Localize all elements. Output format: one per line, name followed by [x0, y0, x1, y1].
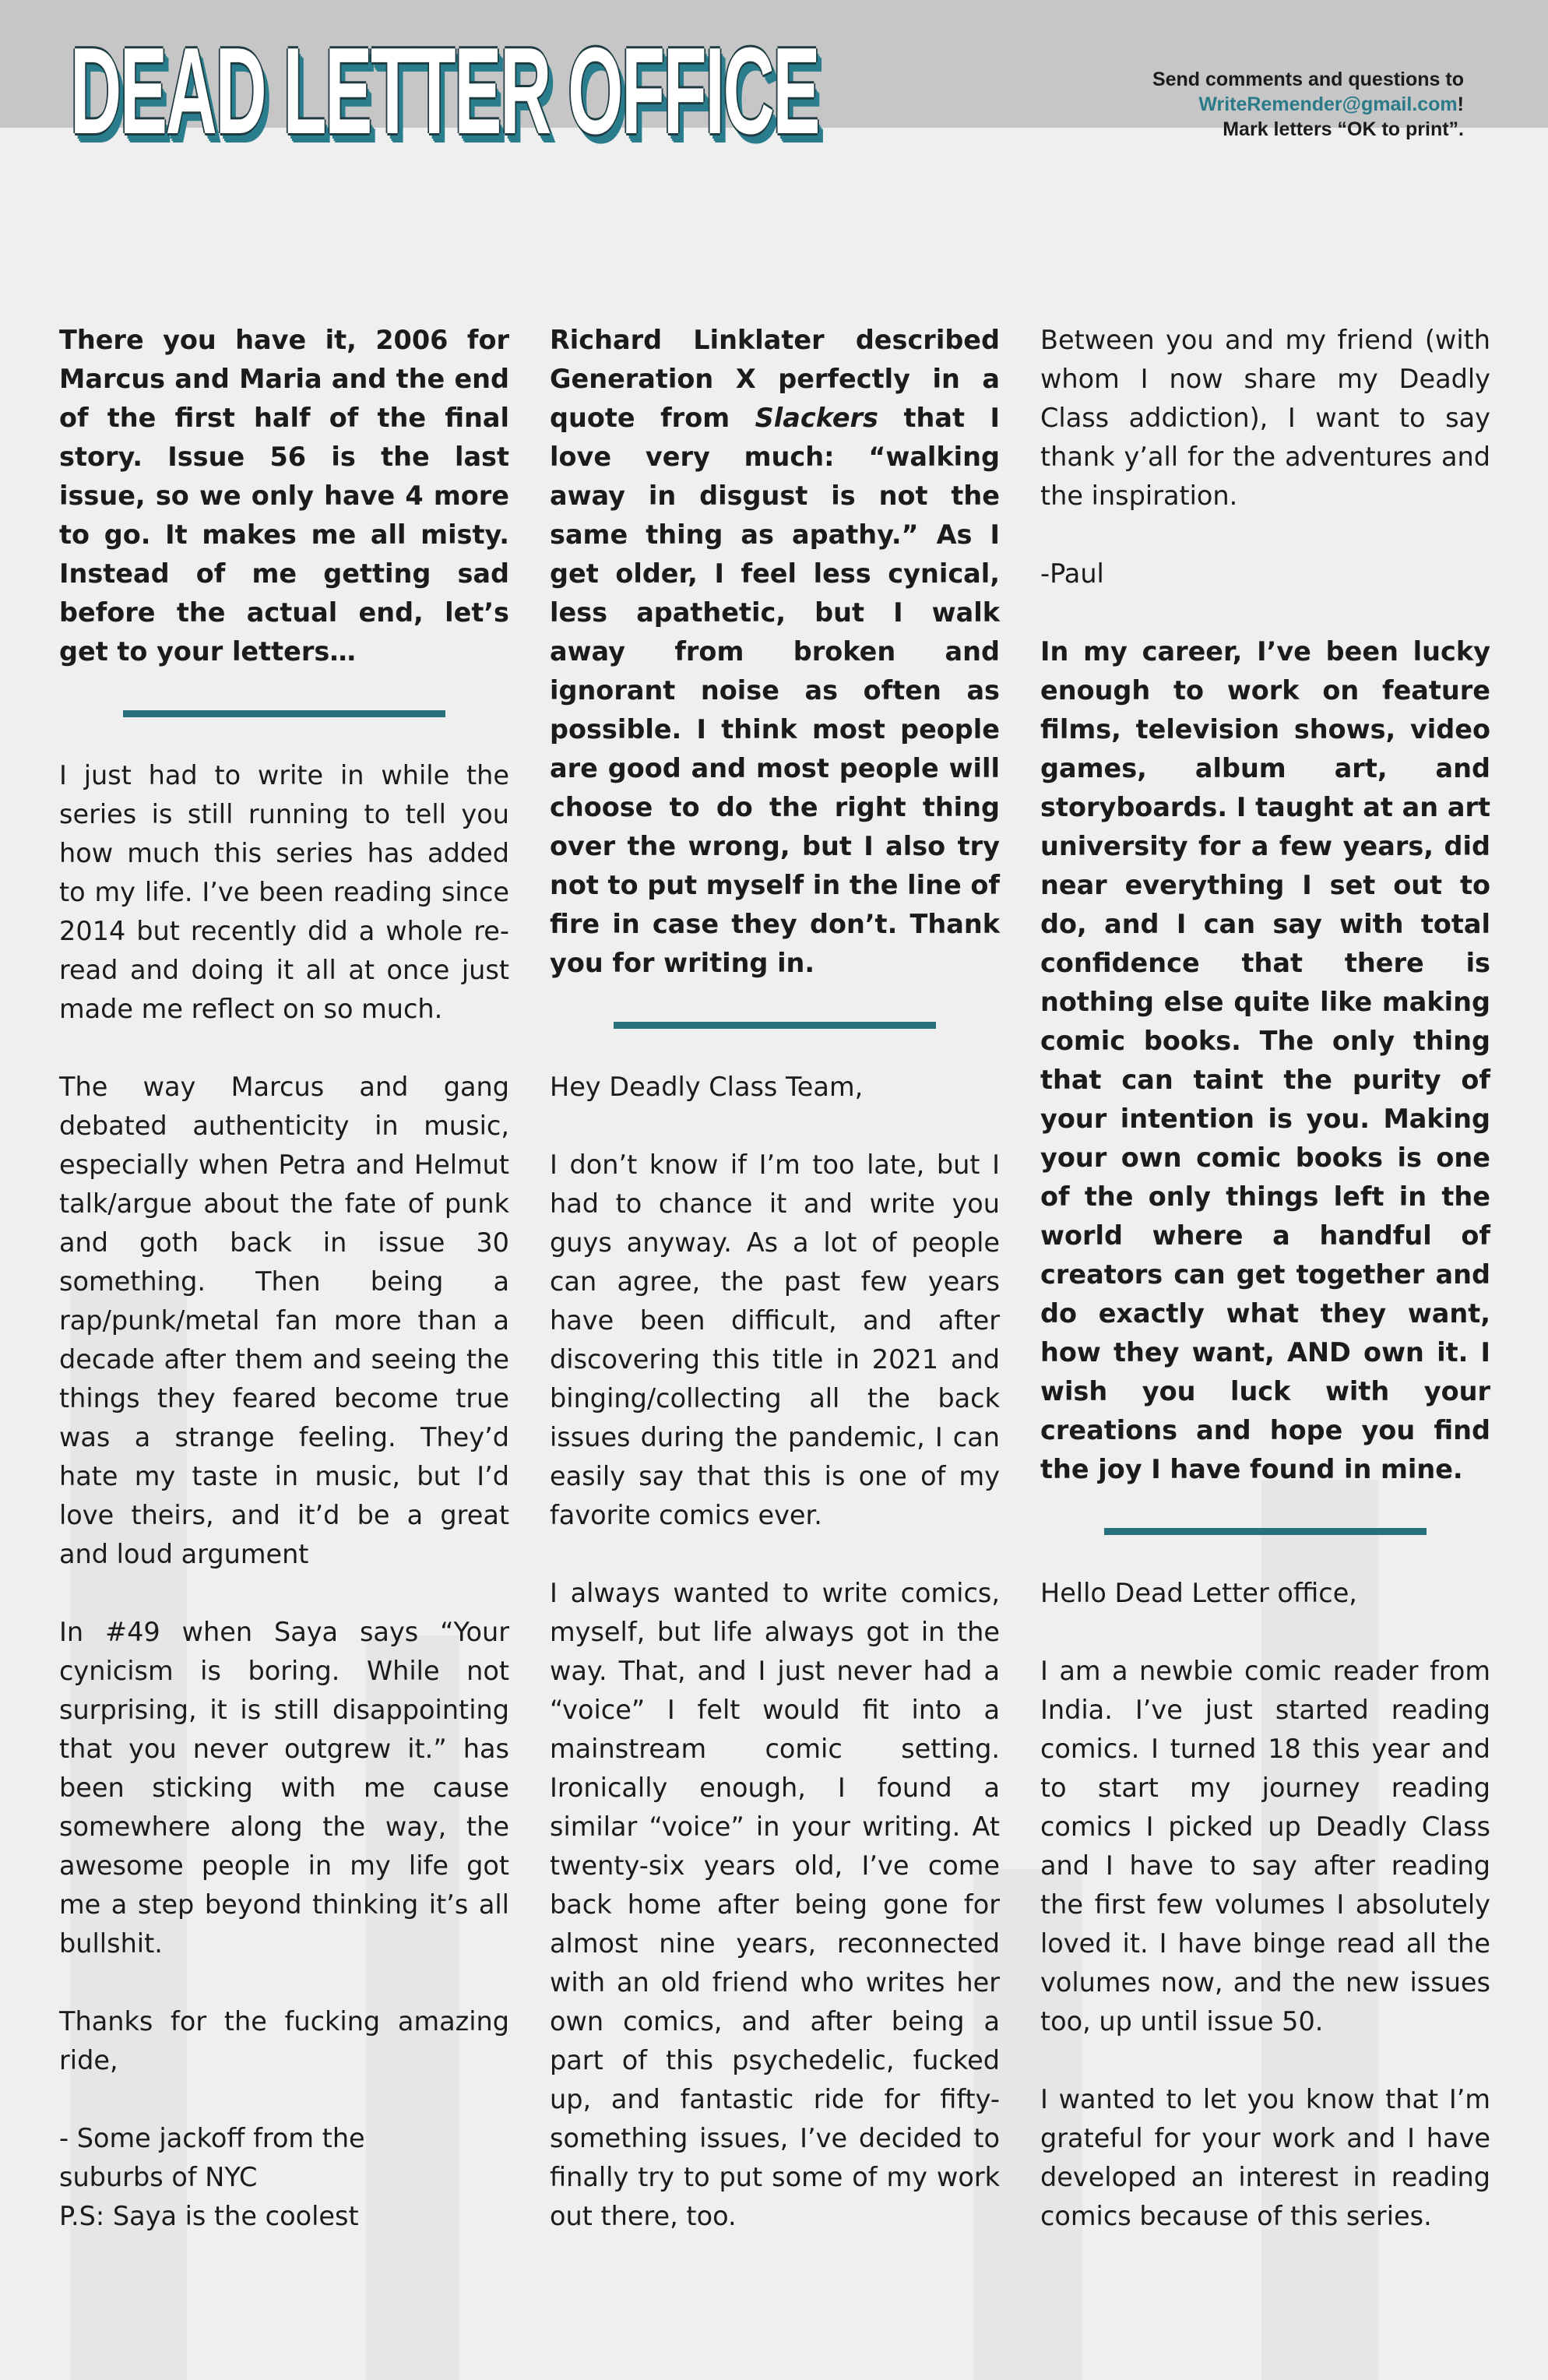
letter-paragraph: I am a newbie comic reader from India. I’ve just started reading comics. I turned 18 this year and to start my journey reading comics I picked up Deadly Class and I have to say after reading the first few volumes I absolutely loved it. I have binge read all the volumes now, and the new issues too, up until issue 50.	[1040, 1656, 1490, 2037]
section-divider	[614, 1022, 936, 1029]
editor-intro: There you have it, 2006 for Marcus and Maria and the end of the first half of the final story. Issue 56 is the last issue, so we only have 4 more to go. It makes me all misty. Instead of me getting sad before the actual end, let’s get to your letters…	[59, 325, 509, 667]
contact-email-link[interactable]: WriteRemender@gmail.com	[1198, 93, 1458, 115]
letter-greeting: Hey Deadly Class Team,	[550, 1072, 864, 1102]
letter-paragraph: Between you and my friend (with whom I now share my Deadly Class addiction), I want to say thank y’all for the adventures and the inspiration.	[1040, 325, 1490, 511]
signature-line: suburbs of NYC	[59, 2162, 258, 2192]
letter-signature: -Paul	[1040, 558, 1104, 589]
letter-paragraph: I always wanted to write comics, myself, but life always got in the way. That, and I just never had a “voice” I felt would fit into a mainstream comic setting. Ironically enough, I found a similar “voice” in your writing. At twenty-six years old, I’ve come back home after being gone for almost nine years, reconnected with an old friend who writes her own comics, and after being a part of this psychedelic, fucked up, and fantastic ride for fifty-something issues, I’ve decided to finally try to put some of my work out there, too.	[550, 1578, 1000, 2231]
contact-email-suffix: !	[1457, 93, 1464, 115]
contact-email-line	[1028, 92, 1464, 117]
letter-signature	[59, 2119, 509, 2236]
postscript: P.S: Saya is the coolest	[59, 2201, 359, 2231]
letter-paragraph: I just had to write in while the series is still running to tell you how much this series has added to my life. I’ve been reading since 2014 but recently did a whole re-read and doing it all at once just made me reflect on so much.	[59, 760, 509, 1024]
editor-reply	[550, 321, 1000, 983]
column-2	[550, 321, 1000, 2275]
reply-text: Richard Linklater described Generation X perfectly in a quote from	[550, 325, 1000, 433]
letter-paragraph: I wanted to let you know that I’m grateful for your work and I have developed an interest in reading comics because of this series.	[1040, 2084, 1490, 2231]
contact-info	[1028, 67, 1464, 142]
letter-paragraph: The way Marcus and gang debated authenticity in music, especially when Petra and Helmut talk/argue about the fate of punk and goth back in issue 30 something. Then being a rap/punk/metal fan more than a decade after them and seeing the things they feared become true was a strange feeling. They’d hate my taste in music, but I’d love theirs, and it’d be a great and loud argument	[59, 1072, 509, 1569]
signature-line: - Some jackoff from the	[59, 2123, 365, 2153]
letter-paragraph: In #49 when Saya says “Your cynicism is boring. While not surprising, it is still disappointing that you never outgrew it.” has been sticking with me cause somewhere along the way, the awesome people in my life got me a step beyond thinking it’s all bullshit.	[59, 1617, 509, 1959]
column-1	[59, 321, 509, 2275]
letter-paragraph: I don’t know if I’m too late, but I had to chance it and write you guys anyway. As a lot of people can agree, the past few years have been difficult, and after discovering this title in 2021 and binging/collecting all the back issues during the pandemic, I can easily say that this is one of my favorite comics ever.	[550, 1150, 1000, 1530]
editor-reply: In my career, I’ve been lucky enough to work on feature films, television shows, video games, album art, and storyboards. I taught at an art university for a few years, did near everything I set out to do, and I can say with total confidence that there is nothing else quite like making comic books. The only thing that can taint the purity of your intention is you. Making your own comic books is one of the only things left in the world where a handful of creators can get together and do exactly what they want, how they want, AND own it. I wish you luck with your creations and hope you find the joy I have found in mine.	[1040, 636, 1490, 1484]
page-title: DEAD LETTER OFFICE	[70, 23, 819, 160]
reply-text: that I love very much: “walking away in disgust is not the same thing as apathy.” As I get older, I feel less cynical, less apathetic, but I walk away from broken and ignorant noise as often as possible. I think most people are good and most people will choose to do the right thing over the wrong, but I also try not to put myself in the line of fire in case they don’t. Thank you for writing in.	[550, 403, 1000, 978]
letter-greeting: Hello Dead Letter office,	[1040, 1578, 1357, 1608]
reply-title-italic: Slackers	[755, 403, 878, 433]
section-divider	[123, 710, 445, 717]
section-divider	[1104, 1528, 1427, 1535]
contact-line: Mark letters “OK to print”.	[1223, 118, 1464, 140]
column-3	[1040, 321, 1490, 2275]
letter-paragraph: Thanks for the fucking amazing ride,	[59, 2006, 509, 2075]
contact-line: Send comments and questions to	[1152, 69, 1464, 90]
